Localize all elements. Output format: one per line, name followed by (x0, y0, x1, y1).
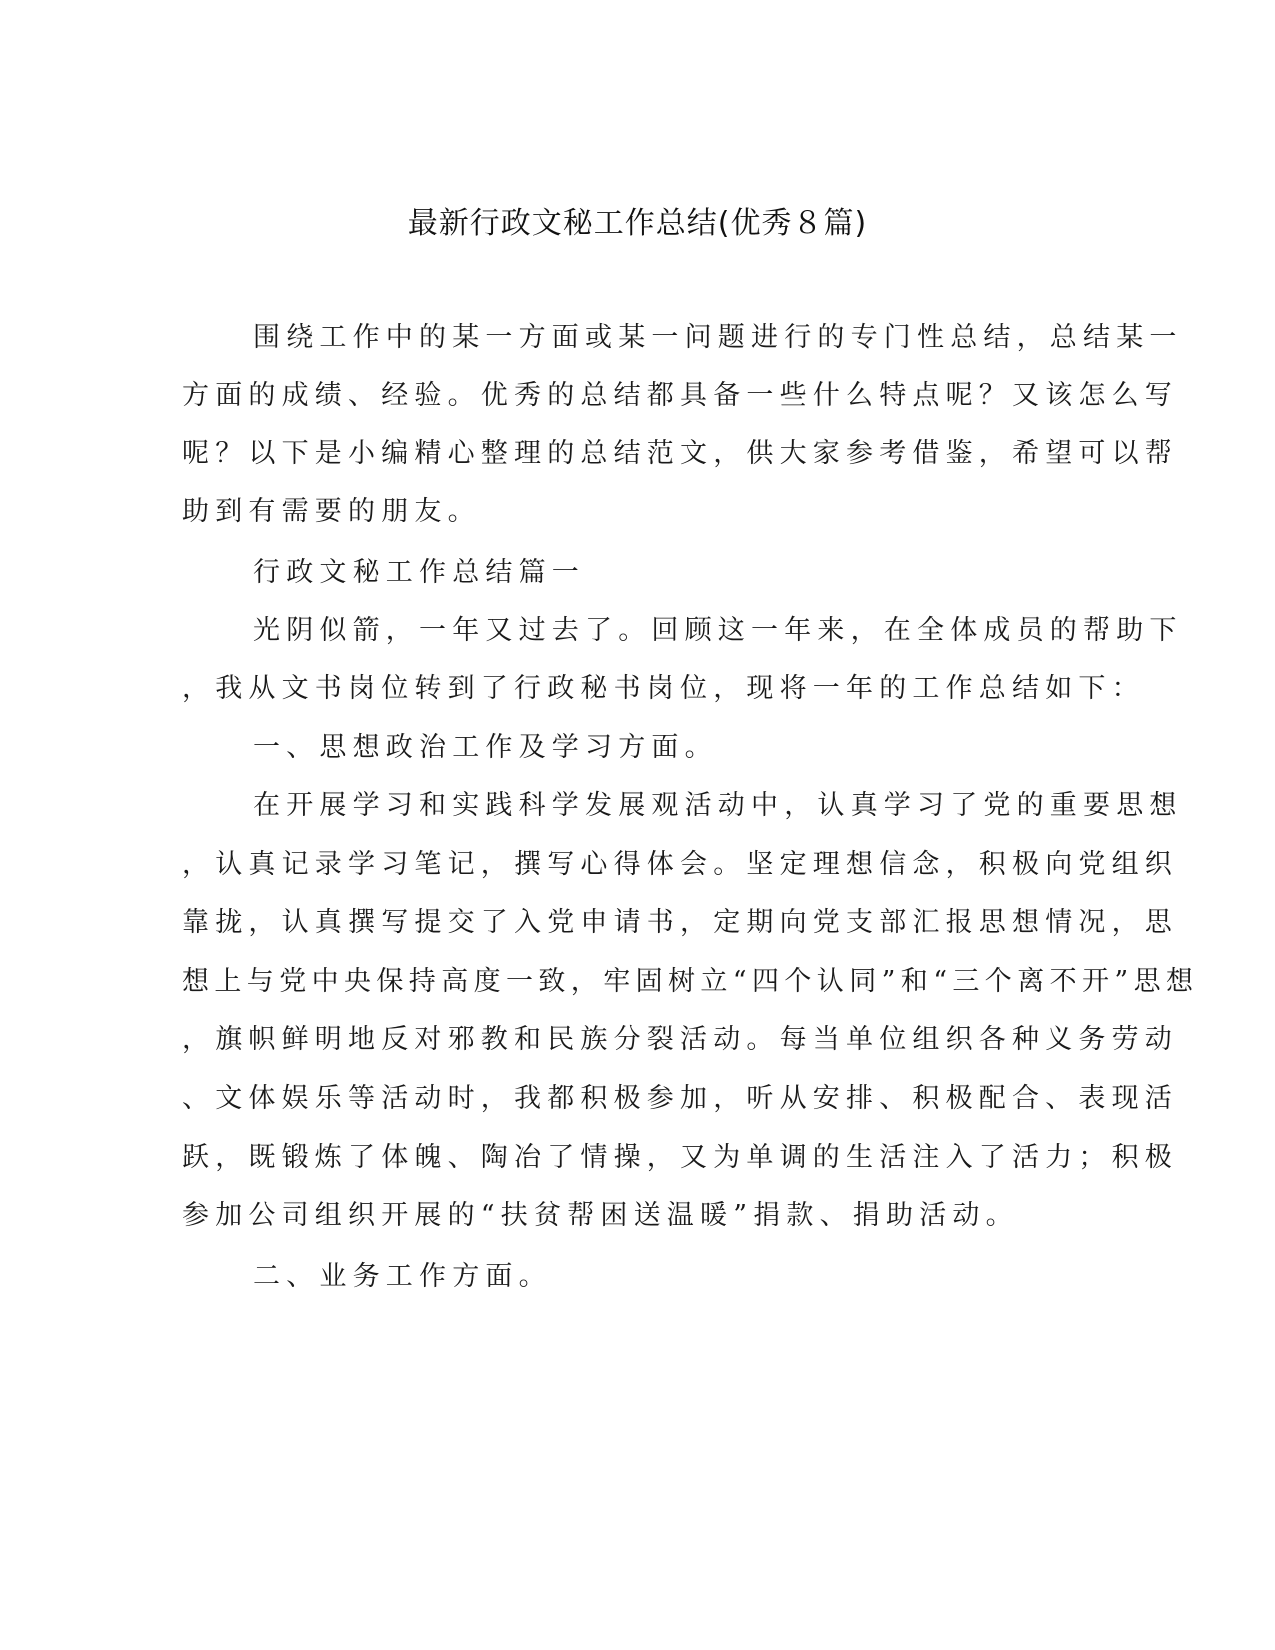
paragraph-line: 跃，既锻炼了体魄、陶冶了情操，又为单调的生活注入了活力；积极 (182, 1142, 1178, 1173)
paragraph-line: 靠拢，认真撰写提交了入党申请书，定期向党支部汇报思想情况，思 (182, 907, 1178, 938)
paragraph-line: 在开展学习和实践科学发展观活动中，认真学习了党的重要思想 (253, 790, 1183, 821)
paragraph-line: 想上与党中央保持高度一致，牢固树立“四个认同”和“三个离不开”思想 (182, 966, 1199, 997)
paragraph-line: ，旗帜鲜明地反对邪教和民族分裂活动。每当单位组织各种义务劳动 (182, 1024, 1178, 1055)
paragraph-line: 参加公司组织开展的“扶贫帮困送温暖”捐款、捐助活动。 (182, 1200, 1019, 1231)
paragraph-line: 光阴似箭，一年又过去了。回顾这一年来，在全体成员的帮助下 (253, 615, 1183, 646)
section-heading: 二、业务工作方面。 (253, 1261, 552, 1292)
paragraph-line: 围绕工作中的某一方面或某一问题进行的专门性总结，总结某一 (253, 322, 1183, 353)
paragraph-line: 助到有需要的朋友。 (182, 496, 481, 527)
paragraph-line: 、文体娱乐等活动时，我都积极参加，听从安排、积极配合、表现活 (182, 1083, 1178, 1114)
paragraph-line: ，我从文书岗位转到了行政秘书岗位，现将一年的工作总结如下： (182, 673, 1145, 704)
section-heading: 一、思想政治工作及学习方面。 (253, 732, 718, 763)
section-heading: 行政文秘工作总结篇一 (253, 557, 585, 588)
paragraph-line: 呢？以下是小编精心整理的总结范文，供大家参考借鉴，希望可以帮 (182, 438, 1178, 469)
paragraph-line: ，认真记录学习笔记，撰写心得体会。坚定理想信念，积极向党组织 (182, 849, 1178, 880)
paragraph-line: 方面的成绩、经验。优秀的总结都具备一些什么特点呢？又该怎么写 (182, 380, 1178, 411)
document-title: 最新行政文秘工作总结(优秀８篇) (407, 206, 868, 241)
